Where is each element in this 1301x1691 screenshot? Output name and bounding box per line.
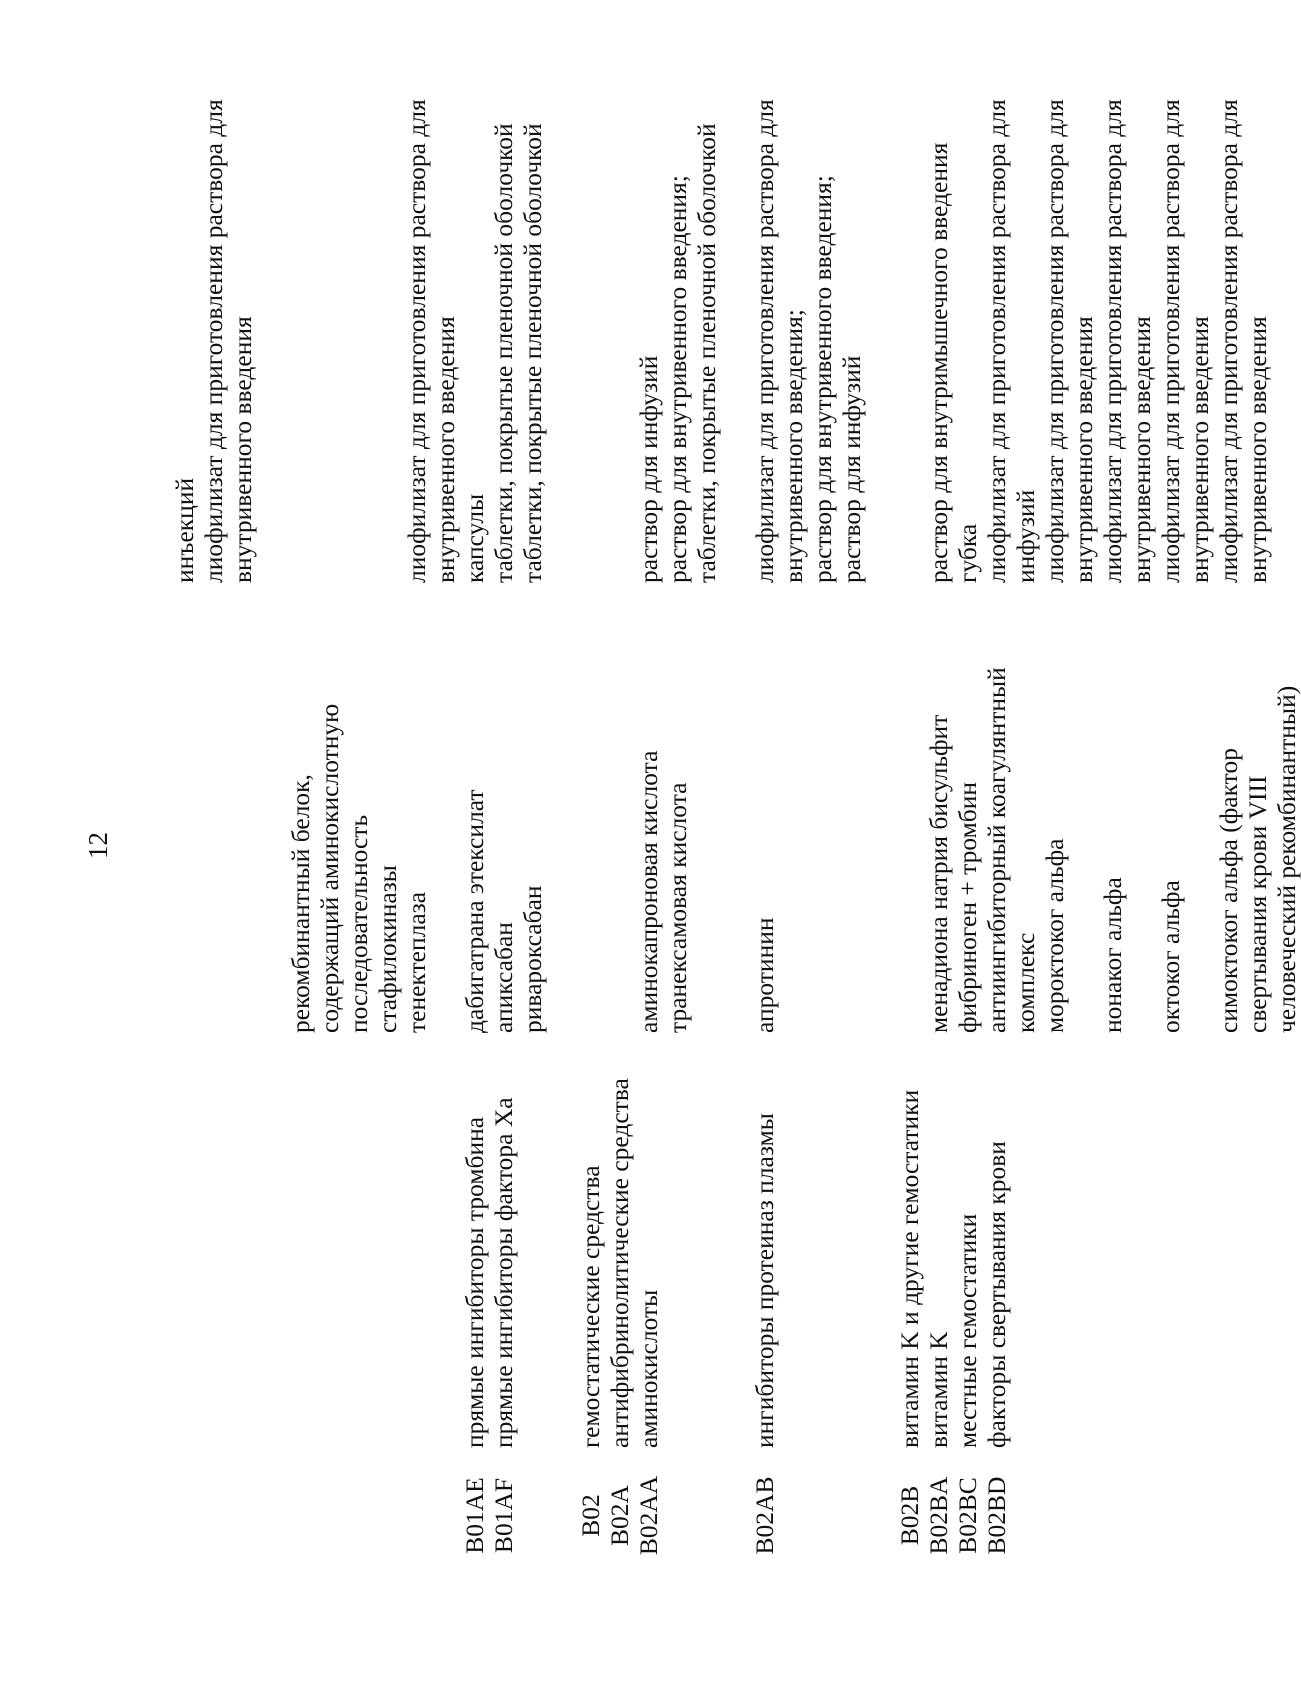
drug-name: аминокапроновая кислота — [634, 750, 663, 1033]
drug-name: апротинин — [750, 917, 779, 1033]
drug-name: ривароксабан — [518, 885, 547, 1033]
group-name: гемостатические средства — [576, 1165, 605, 1448]
table-row — [924, 103, 953, 1583]
dosage-forms — [634, 103, 663, 583]
dosage-forms — [460, 103, 489, 583]
drug-name — [576, 583, 605, 1033]
dosage-form-line: таблетки, покрытые пленочной оболочкой — [692, 123, 721, 583]
dosage-form-line: внутривенного введения — [431, 316, 460, 583]
group-name — [1040, 1033, 1098, 1448]
drug-name: мороктоког альфа — [1040, 838, 1069, 1033]
atc-code: B02BA — [924, 1476, 953, 1555]
dosage-forms — [982, 99, 1040, 583]
table-spacer — [257, 103, 286, 1583]
atc-code: B02BD — [982, 1476, 1011, 1555]
drug-name: фибриноген + тромбин — [953, 781, 982, 1033]
table-row — [663, 103, 721, 1583]
dosage-forms — [286, 103, 402, 583]
table-row — [170, 103, 199, 1583]
dosage-forms — [953, 103, 982, 583]
table-row — [199, 103, 257, 1583]
table-spacer — [547, 103, 576, 1583]
table-row — [286, 103, 402, 1583]
table-row — [460, 103, 489, 1583]
dosage-forms — [402, 99, 460, 583]
dosage-form-line: лиофилизат для приготовления раствора для — [982, 99, 1011, 583]
atc-code: B02BC — [953, 1477, 982, 1554]
group-name — [286, 1033, 402, 1448]
atc-code — [199, 1448, 257, 1583]
group-name — [1214, 1033, 1301, 1448]
group-name: аминокислоты — [634, 1289, 663, 1448]
dosage-forms — [924, 103, 953, 583]
drug-name: апиксабан — [489, 922, 518, 1033]
group-name — [170, 1033, 199, 1448]
group-name — [518, 1033, 547, 1448]
group-name: витамин K и другие гемостатики — [895, 1089, 924, 1448]
dosage-form-line: внутривенного введения — [1069, 316, 1098, 583]
atc-code: B02 — [576, 1494, 605, 1537]
dosage-form-line: лиофилизат для приготовления раствора для — [1156, 99, 1185, 583]
group-name — [663, 1033, 721, 1448]
dosage-form-line: лиофилизат для приготовления раствора для — [1040, 99, 1069, 583]
dosage-forms — [605, 103, 634, 583]
group-name: антифибринолитические средства — [605, 1078, 634, 1448]
atc-code — [663, 1448, 721, 1583]
drug-name — [605, 583, 634, 1033]
table-row — [576, 103, 605, 1583]
atc-code — [1040, 1448, 1098, 1583]
dosage-form-line: раствор для инфузий — [634, 355, 663, 583]
atc-code — [518, 1448, 547, 1583]
atc-code — [170, 1448, 199, 1583]
drug-name — [199, 583, 257, 1033]
dosage-form-line: капсулы — [460, 493, 489, 583]
drug-name: тенектеплаза — [402, 891, 431, 1033]
dosage-forms — [895, 103, 924, 583]
drug-name: менадиона натрия бисульфит — [924, 714, 953, 1033]
dosage-form-line: губка — [953, 523, 982, 583]
drug-name: дабигатрана этексилат — [460, 789, 489, 1033]
table-row — [1098, 103, 1156, 1583]
dosage-form-line: лиофилизат для приготовления раствора для — [750, 99, 779, 583]
group-name: прямые ингибиторы фактора Xa — [489, 1097, 518, 1448]
dosage-form-line: раствор для внутривенного введения; — [808, 175, 837, 583]
group-name: факторы свертывания крови — [982, 1141, 1011, 1448]
drug-name: октоког альфа — [1156, 880, 1185, 1033]
atc-code — [402, 1448, 460, 1583]
atc-code: B02AB — [750, 1476, 779, 1555]
dosage-form-line: лиофилизат для приготовления раствора для — [1098, 99, 1127, 583]
group-name: ингибиторы протеиназ плазмы — [750, 1113, 779, 1448]
table-row — [750, 103, 866, 1583]
dosage-forms — [1098, 99, 1156, 583]
drug-name: антиингибиторный коагулянтный комплекс — [982, 667, 1040, 1033]
table-row — [953, 103, 982, 1583]
dosage-forms — [518, 103, 547, 583]
dosage-form-line: таблетки, покрытые пленочной оболочкой — [518, 123, 547, 583]
table-row — [518, 103, 547, 1583]
dosage-forms — [1156, 99, 1214, 583]
table-row — [402, 103, 460, 1583]
drug-name: транексамовая кислота — [663, 782, 692, 1033]
table-spacer — [866, 103, 895, 1583]
dosage-forms — [170, 103, 199, 583]
atc-code: B02B — [895, 1485, 924, 1546]
dosage-forms — [1040, 99, 1098, 583]
group-name: витамин K — [924, 1331, 953, 1448]
dosage-form-line: внутривенного введения; — [779, 309, 808, 583]
drug-table — [170, 99, 1301, 1583]
dosage-form-line: внутривенного введения — [1243, 316, 1272, 583]
dosage-forms — [576, 103, 605, 583]
atc-code — [1214, 1448, 1301, 1583]
drug-name — [170, 583, 199, 1033]
drug-name: рекомбинантный белок, содержащий аминокислотную последовательность стафилокиназы — [286, 703, 402, 1033]
table-row — [1156, 103, 1214, 1583]
dosage-form-line: внутривенного введения — [1185, 316, 1214, 583]
table-row — [634, 103, 663, 1583]
atc-code: B01AF — [489, 1477, 518, 1554]
drug-name — [895, 583, 924, 1033]
dosage-forms — [199, 99, 257, 583]
dosage-form-line: инфузий — [1011, 489, 1040, 583]
group-name — [1156, 1033, 1214, 1448]
dosage-form-line: инъекций — [170, 477, 199, 583]
atc-code: B02AA — [634, 1475, 663, 1556]
group-name: прямые ингибиторы тромбина — [460, 1116, 489, 1448]
table-row — [982, 103, 1040, 1583]
atc-code — [286, 1448, 402, 1583]
group-name — [199, 1033, 257, 1448]
dosage-form-line: раствор для внутримышечного введения — [924, 142, 953, 583]
group-name: местные гемостатики — [953, 1213, 982, 1448]
dosage-forms — [489, 103, 518, 583]
dosage-form-line: внутривенного введения — [1127, 316, 1156, 583]
table-row — [895, 103, 924, 1583]
table-row — [489, 103, 518, 1583]
drug-name: симоктоког альфа (фактор свертывания крови VIII человеческий рекомбинантный) — [1214, 685, 1301, 1033]
table-row — [605, 103, 634, 1583]
atc-code — [1156, 1448, 1214, 1583]
dosage-form-line: внутривенного введения — [228, 316, 257, 583]
dosage-form-line: лиофилизат для приготовления раствора для — [1214, 99, 1243, 583]
dosage-form-line: лиофилизат для приготовления раствора для — [402, 99, 431, 583]
drug-name: нонаког альфа — [1098, 877, 1127, 1033]
atc-code: B02A — [605, 1485, 634, 1546]
dosage-form-line: лиофилизат для приготовления раствора для — [199, 99, 228, 583]
dosage-form-line: раствор для внутривенного введения; — [663, 175, 692, 583]
atc-code: B01AE — [460, 1477, 489, 1554]
table-row — [1214, 103, 1301, 1583]
dosage-forms — [663, 103, 721, 583]
table-row — [1040, 103, 1098, 1583]
dosage-forms — [750, 99, 866, 583]
page-number: 12 — [83, 832, 113, 859]
dosage-form-line: таблетки, покрытые пленочной оболочкой — [489, 123, 518, 583]
dosage-forms — [1214, 99, 1301, 583]
table-spacer — [721, 103, 750, 1583]
group-name — [1098, 1033, 1156, 1448]
dosage-form-line: раствор для инфузий — [837, 355, 866, 583]
atc-code — [1098, 1448, 1156, 1583]
group-name — [402, 1033, 460, 1448]
